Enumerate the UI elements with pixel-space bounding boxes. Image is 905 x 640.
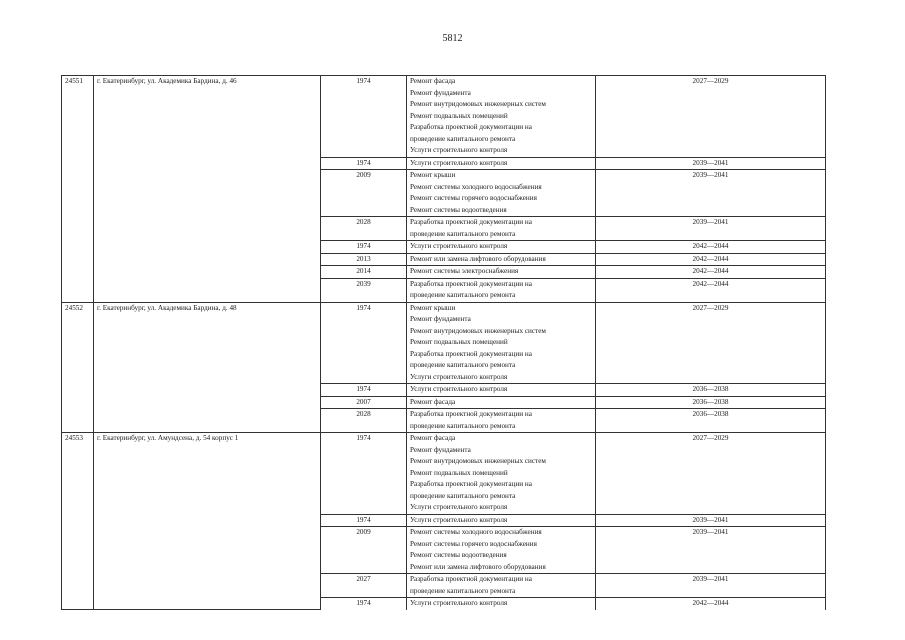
work-item: Ремонт системы электроснабжения — [410, 267, 519, 275]
work-item: Ремонт внутридомовых инженерных систем — [410, 326, 546, 335]
work-item: проведение капитального ремонта — [410, 229, 516, 238]
work-item: Ремонт или замена лифтового оборудования — [410, 254, 546, 263]
table-row — [62, 433, 826, 515]
period-cell: 2042—2044 — [596, 598, 826, 610]
works-cell — [407, 76, 596, 158]
works-cell — [407, 598, 596, 610]
house-address: г. Екатеринбург, ул. Амундсена, д. 54 корпус 1 — [94, 433, 321, 610]
work-item: Ремонт фасада — [410, 434, 456, 442]
work-item: Услуги строительного контроля — [410, 385, 508, 393]
work-item: Услуги строительного контроля — [410, 515, 508, 524]
year-cell: 2027 — [321, 574, 407, 598]
work-item: проведение капитального ремонта — [410, 361, 516, 369]
schedule-body — [62, 76, 826, 610]
year-cell: 1974 — [321, 433, 407, 515]
work-item: проведение капитального ремонта — [410, 491, 516, 500]
works-cell — [407, 157, 596, 170]
period-cell: 2042—2044 — [596, 241, 826, 254]
house-code: 24552 — [62, 302, 94, 433]
work-item: Услуги строительного контроля — [410, 372, 508, 381]
year-cell: 1974 — [321, 598, 407, 610]
house-address: г. Екатеринбург, ул. Академика Бардина, д. 46 — [94, 76, 321, 303]
work-item: проведение капитального ремонта — [410, 421, 516, 430]
works-cell — [407, 514, 596, 527]
work-item: Ремонт подвальных помещений — [410, 338, 508, 346]
table-row — [62, 302, 826, 384]
table-row — [62, 76, 826, 158]
work-item: Ремонт подвальных помещений — [410, 468, 508, 477]
work-item: Разработка проектной документации на — [410, 575, 532, 583]
work-item: проведение капитального ремонта — [410, 586, 516, 595]
work-item: Ремонт системы горячего водоснабжения — [410, 194, 537, 202]
page-number: 5812 — [442, 33, 463, 44]
works-cell — [407, 384, 596, 397]
work-item: Ремонт системы горячего водоснабжения — [410, 539, 537, 548]
work-item: Разработка проектной документации на — [410, 218, 532, 226]
year-cell: 2039 — [321, 278, 407, 302]
work-item: Ремонт фасада — [410, 77, 456, 85]
works-cell — [407, 170, 596, 217]
work-item: проведение капитального ремонта — [410, 291, 516, 299]
year-cell: 1974 — [321, 76, 407, 158]
year-cell: 1974 — [321, 384, 407, 397]
works-cell — [407, 241, 596, 254]
period-cell: 2042—2044 — [596, 266, 826, 279]
works-cell — [407, 302, 596, 384]
period-cell: 2036—2038 — [596, 384, 826, 397]
period-cell: 2027—2029 — [596, 302, 826, 384]
period-cell: 2036—2038 — [596, 409, 826, 433]
period-cell: 2039—2041 — [596, 514, 826, 527]
work-item: Ремонт системы холодного водоснабжения — [410, 528, 542, 536]
works-cell — [407, 396, 596, 409]
year-cell: 2007 — [321, 396, 407, 409]
year-cell: 2028 — [321, 409, 407, 433]
work-item: Ремонт фасада — [410, 397, 456, 406]
period-cell: 2027—2029 — [596, 76, 826, 158]
work-item: Услуги строительного контроля — [410, 599, 508, 607]
works-cell — [407, 253, 596, 266]
work-item: Разработка проектной документации на — [410, 279, 532, 288]
work-item: Ремонт или замена лифтового оборудования — [410, 562, 546, 571]
work-item: Ремонт системы холодного водоснабжения — [410, 182, 542, 191]
work-item: Ремонт фундамента — [410, 315, 471, 323]
work-item: Услуги строительного контроля — [410, 242, 508, 250]
work-item: Ремонт фундамента — [410, 88, 471, 97]
house-address: г. Екатеринбург, ул. Академика Бардина, д. 48 — [94, 302, 321, 433]
works-cell — [407, 574, 596, 598]
work-item: Ремонт внутридомовых инженерных систем — [410, 100, 546, 108]
work-item: Услуги строительного контроля — [410, 146, 508, 154]
year-cell: 1974 — [321, 241, 407, 254]
works-cell — [407, 409, 596, 433]
work-item: Ремонт системы водоотведения — [410, 551, 507, 559]
works-cell — [407, 266, 596, 279]
works-cell — [407, 433, 596, 515]
year-cell: 2009 — [321, 170, 407, 217]
year-cell: 2013 — [321, 253, 407, 266]
period-cell: 2039—2041 — [596, 574, 826, 598]
year-cell: 1974 — [321, 302, 407, 384]
work-item: Ремонт системы водоотведения — [410, 205, 507, 214]
work-item: Ремонт внутридомовых инженерных систем — [410, 457, 546, 465]
year-cell: 2009 — [321, 527, 407, 574]
work-item: проведение капитального ремонта — [410, 134, 516, 143]
work-item: Услуги строительного контроля — [410, 503, 508, 511]
year-cell: 1974 — [321, 514, 407, 527]
house-code: 24553 — [62, 433, 94, 610]
period-cell: 2042—2044 — [596, 278, 826, 302]
year-cell: 1974 — [321, 157, 407, 170]
work-item: Ремонт подвальных помещений — [410, 111, 508, 120]
works-cell — [407, 217, 596, 241]
period-cell: 2042—2044 — [596, 253, 826, 266]
house-code: 24551 — [62, 76, 94, 303]
period-cell: 2039—2041 — [596, 527, 826, 574]
period-cell: 2039—2041 — [596, 157, 826, 170]
period-cell: 2039—2041 — [596, 170, 826, 217]
period-cell: 2039—2041 — [596, 217, 826, 241]
work-item: Разработка проектной документации на — [410, 410, 532, 418]
year-cell: 2014 — [321, 266, 407, 279]
work-item: Ремонт крыши — [410, 171, 456, 179]
repair-schedule-table — [61, 75, 826, 610]
period-cell: 2036—2038 — [596, 396, 826, 409]
work-item: Услуги строительного контроля — [410, 158, 508, 167]
work-item: Ремонт фундамента — [410, 445, 471, 454]
period-cell: 2027—2029 — [596, 433, 826, 515]
work-item: Разработка проектной документации на — [410, 123, 532, 131]
year-cell: 2028 — [321, 217, 407, 241]
work-item: Разработка проектной документации на — [410, 480, 532, 488]
works-cell — [407, 527, 596, 574]
work-item: Разработка проектной документации на — [410, 349, 532, 358]
work-item: Ремонт крыши — [410, 303, 456, 312]
works-cell — [407, 278, 596, 302]
